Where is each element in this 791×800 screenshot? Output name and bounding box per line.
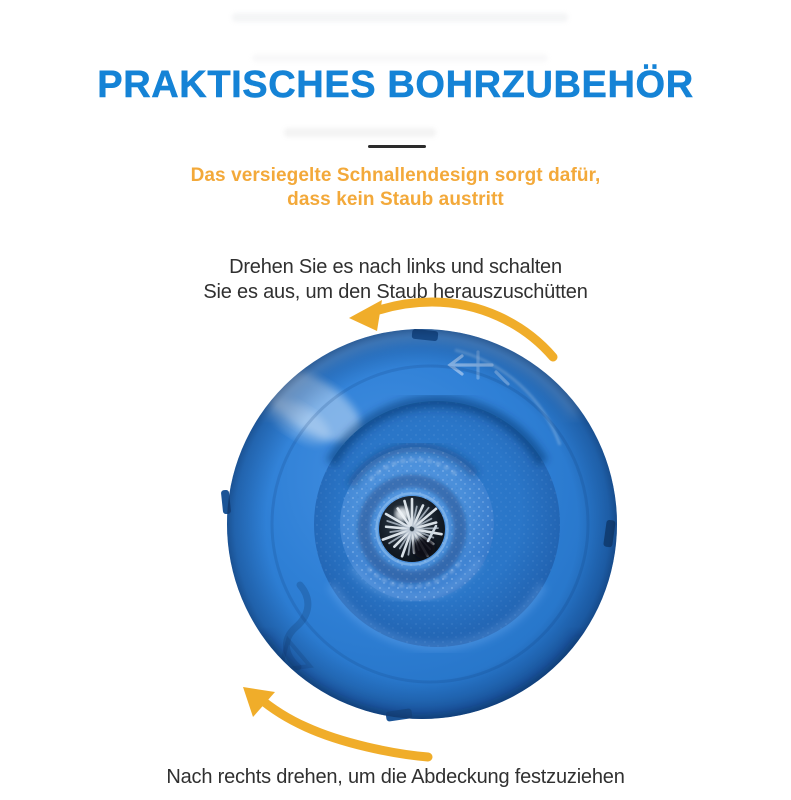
instruction-top-line-1: Drehen Sie es nach links und schalten	[229, 256, 562, 278]
dust-cover-disc	[221, 329, 617, 722]
subtitle-line-2: dass kein Staub austritt	[287, 188, 504, 210]
subtitle-line-1: Das versiegelte Schnallendesign sorgt dafür,	[190, 165, 601, 186]
instruction-top-line-2: Sie es aus, um den Staub herauszuschütten	[203, 280, 588, 303]
page-title: PRAKTISCHES BOHRZUBEHÖR	[97, 64, 694, 106]
instruction-turn-right: Nach rechts drehen, um die Abdeckung festzuziehen	[166, 766, 625, 788]
